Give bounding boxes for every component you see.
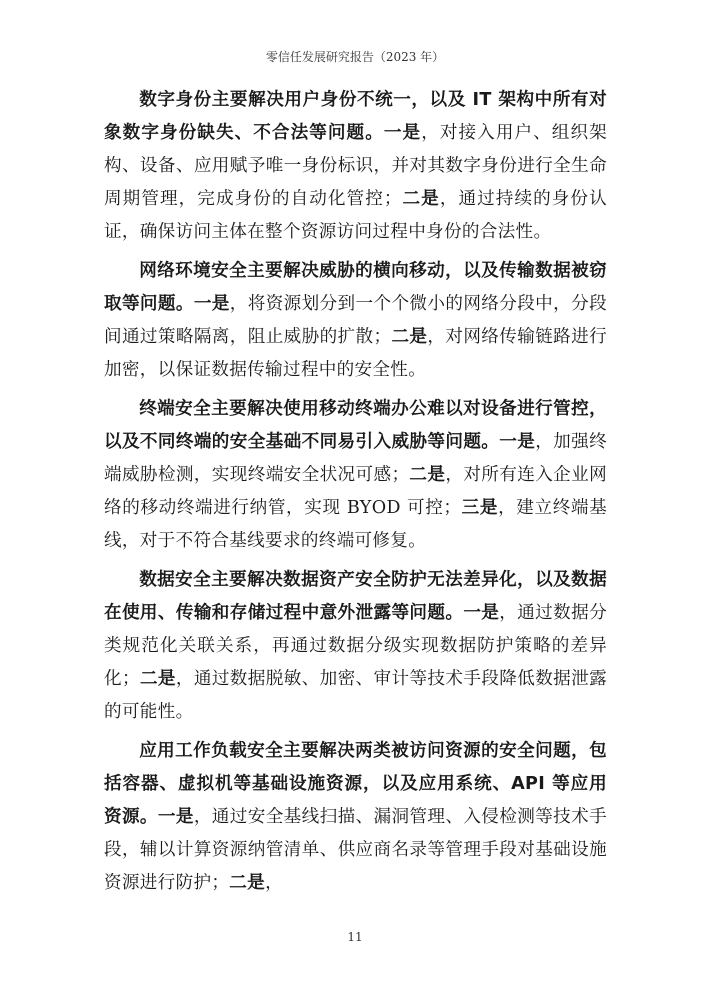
keyword-first: 一是 (193, 294, 230, 314)
keyword-first: 一是 (499, 432, 536, 452)
paragraph-lead: 网络环境安全主要解决威胁的横向移动，以及传输数据被窃取等问题。 (104, 261, 607, 314)
paragraph-lead: 终端安全主要解决使用移动终端办公难以对设备进行管控，以及不同终端的安全基础不同易引入威胁等问题。 (104, 399, 607, 452)
paragraph-digital-identity (104, 84, 607, 249)
paragraph-lead: 数字身份主要解决用户身份不统一，以及 IT 架构中所有对象数字身份缺失、不合法等问题。 (104, 90, 607, 143)
paragraph-text: ，对网络传输链路进行加密，以保证数据传输过程中的安全性。 (104, 327, 607, 380)
paragraph-text: ，对接入用户、组织架构、设备、应用赋予唯一身份标识，并对其数字身份进行全生命周期管理，完成身份的自动化管控； (104, 123, 607, 209)
page-number: 11 (347, 930, 363, 944)
paragraph-text: ，通过数据分类规范化关联关系，再通过数据分级实现数据防护策略的差异化； (104, 603, 607, 689)
paragraph-text: ，通过持续的身份认证，确保访问主体在整个资源访问过程中身份的合法性。 (104, 189, 607, 242)
paragraph-text: ，建立终端基线，对于不符合基线要求的终端可修复。 (104, 498, 607, 551)
keyword-first: 一是 (157, 807, 194, 827)
paragraph-text: ，对所有连入企业网络的移动终端进行纳管，实现 BYOD 可控； (104, 465, 607, 518)
paragraph-text: ， (265, 873, 283, 893)
keyword-first: 一是 (383, 123, 422, 143)
document-body (104, 84, 607, 906)
keyword-second: 二是 (401, 189, 440, 209)
paragraph-text: ，通过安全基线扫描、漏洞管理、入侵检测等技术手段，辅以计算资源纳管清单、供应商名录等管理手段对基础设施资源进行防护； (104, 807, 607, 893)
paragraph-text: ，加强终端威胁检测，实现终端安全状况可感； (104, 432, 607, 485)
keyword-first: 一是 (463, 603, 500, 623)
keyword-third: 三是 (461, 498, 499, 518)
paragraph-workload-security (104, 735, 607, 900)
paragraph-text: ，将资源划分到一个个微小的网络分段中，分段间通过策略隔离，阻止威胁的扩散； (104, 294, 607, 347)
paragraph-data-security (104, 564, 607, 729)
paragraph-lead: 应用工作负载安全主要解决两类被访问资源的安全问题，包括容器、虚拟机等基础设施资源，以及应用系统、API 等应用资源。 (104, 741, 607, 827)
page-header: 零信任发展研究报告（2023 年） (265, 50, 445, 64)
keyword-second: 二是 (391, 327, 428, 347)
keyword-second: 二是 (139, 669, 176, 689)
keyword-second: 二是 (229, 873, 266, 893)
paragraph-text: ，通过数据脱敏、加密、审计等技术手段降低数据泄露的可能性。 (104, 669, 608, 722)
paragraph-lead: 数据安全主要解决数据资产安全防护无法差异化，以及数据在使用、传输和存储过程中意外泄露等问题。 (104, 570, 607, 623)
keyword-second: 二是 (409, 465, 446, 485)
paragraph-endpoint-security (104, 393, 607, 558)
paragraph-network-security (104, 255, 607, 387)
